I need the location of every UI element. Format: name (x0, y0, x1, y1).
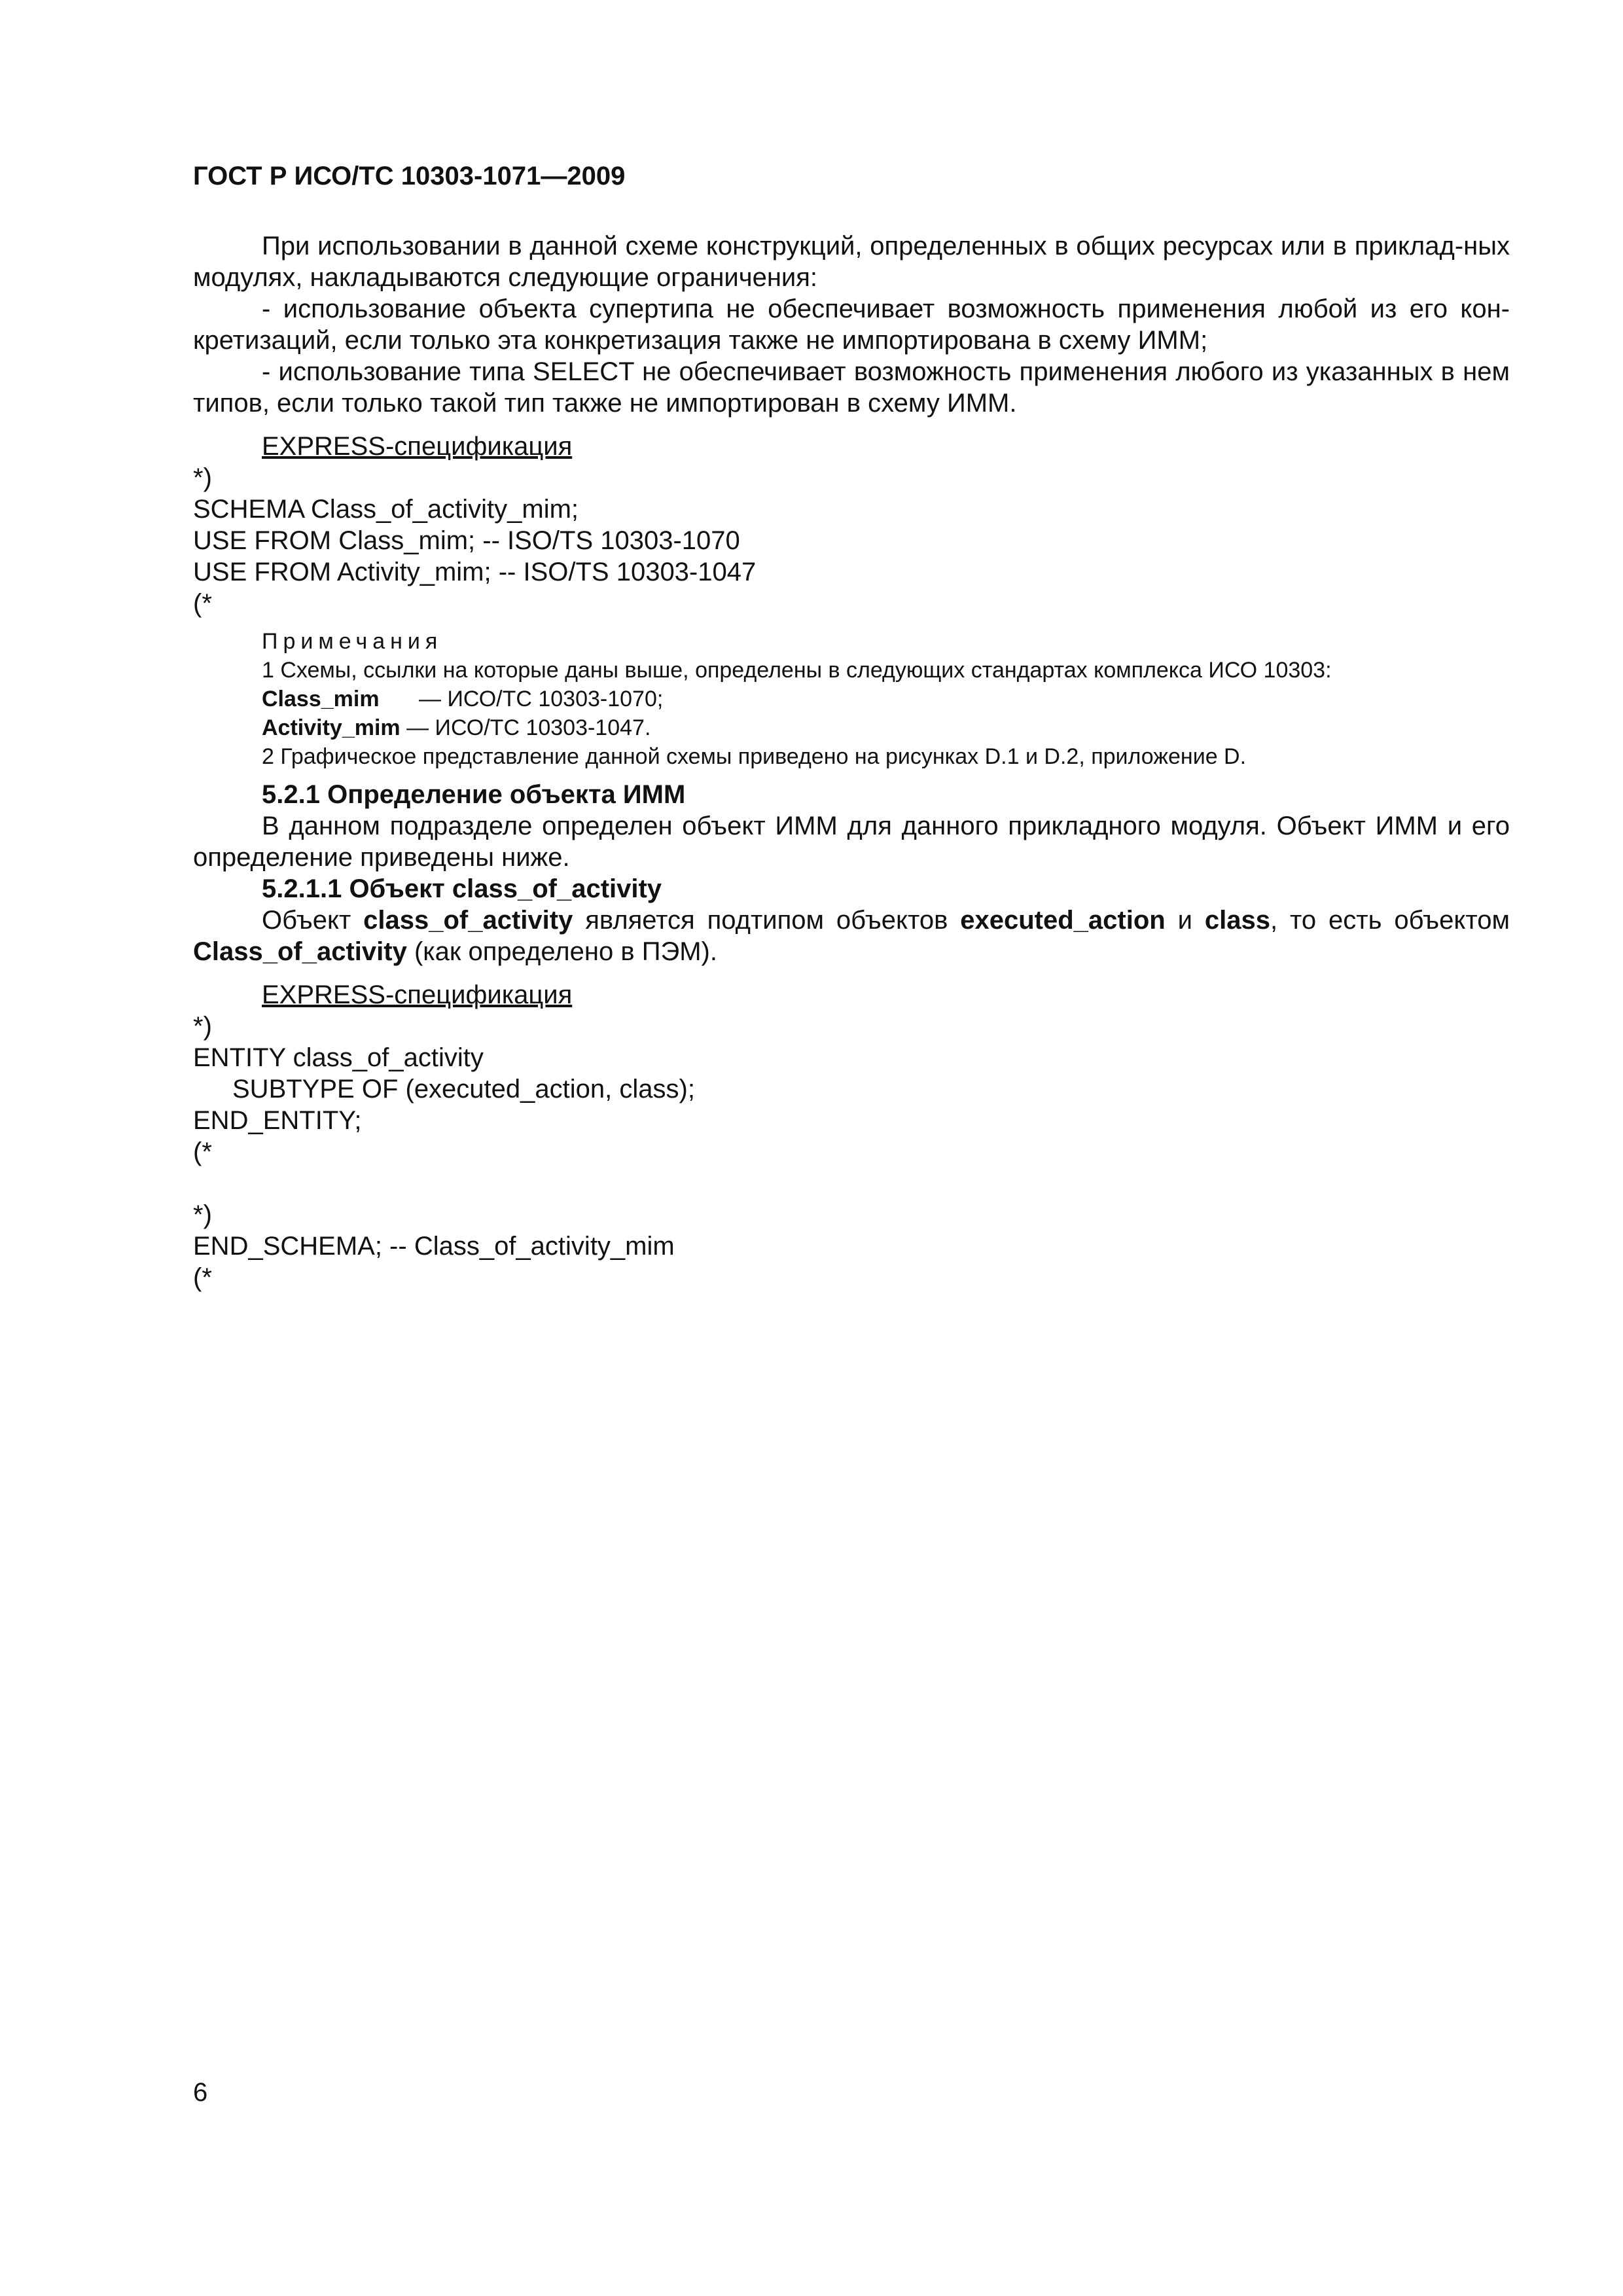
express-line: *) (193, 463, 212, 492)
express-line: USE FROM Class_mim; -- ISO/TS 10303-1070 (193, 526, 740, 555)
schema-standard: — ИСО/ТС 10303-1070; (419, 687, 664, 711)
text-run: Объект (262, 906, 364, 935)
note-2: 2 Графическое представление данной схемы приведено на рисунках D.1 и D.2, приложение D. (262, 744, 1247, 769)
note-reference-class-mim (262, 685, 1510, 713)
notes-block (193, 627, 1510, 771)
express-line: (* (193, 1263, 212, 1292)
express-line: (* (193, 589, 212, 618)
entity-name: class_of_activity (363, 906, 573, 935)
note-1: 1 Схемы, ссылки на которые даны выше, определены в следующих стандартах комплекса ИСО 10303: (262, 658, 1332, 683)
section-5-2-1-text: В данном подразделе определен объект ИММ для данного прикладного модуля. Объект ИММ и его определение приведены ниже. (193, 812, 1510, 872)
entity-name: Class_of_activity (193, 937, 407, 966)
intro-paragraph-2: - использование объекта супертипа не обеспечивает возможность применения любой из его кон-кретизаций, если только эта конкретизация также не импортирована в схему ИММ; (193, 295, 1510, 355)
express-line: SCHEMA Class_of_activity_mim; (193, 495, 579, 524)
text-run: является подтипом объектов (573, 906, 961, 935)
schema-name-activity-mim: Activity_mim (262, 715, 401, 740)
express-line: END_ENTITY; (193, 1106, 362, 1135)
section-5-2-1-1-text (193, 905, 1510, 967)
page-number: 6 (193, 2078, 208, 2107)
express-line: ENTITY class_of_activity (193, 1043, 484, 1072)
express-line: *) (193, 1200, 212, 1229)
express-line: SUBTYPE OF (executed_action, class); (232, 1075, 695, 1103)
express-line: (* (193, 1138, 212, 1166)
entity-name: executed_action (960, 906, 1166, 935)
express-line: END_SCHEMA; -- Class_of_activity_mim (193, 1232, 675, 1261)
section-heading-5-2-1: 5.2.1 Определение объекта ИММ (262, 780, 686, 809)
intro-paragraph-1: При использовании в данной схеме конструкций, определенных в общих ресурсах или в приклад-ных модулях, накладываются следующие ограничения: (193, 232, 1510, 292)
entity-name: class (1204, 906, 1270, 935)
document-header: ГОСТ Р ИСО/ТС 10303-1071—2009 (193, 162, 626, 190)
text-run: , то есть объектом (1270, 906, 1510, 935)
schema-name-class-mim: Class_mim (262, 687, 380, 711)
express-spec-heading-1: EXPRESS-спецификация (262, 432, 573, 461)
express-spec-heading-2: EXPRESS-спецификация (262, 980, 573, 1009)
express-line: *) (193, 1012, 212, 1041)
note-reference-activity-mim (262, 713, 1510, 742)
express-line: USE FROM Activity_mim; -- ISO/TS 10303-1047 (193, 558, 757, 586)
intro-paragraph-3: - использование типа SELECT не обеспечивает возможность применения любого из указанных в нем типов, если только такой тип также не импортирован в схему ИММ. (193, 357, 1510, 418)
section-heading-5-2-1-1: 5.2.1.1 Объект class_of_activity (262, 874, 662, 903)
text-run: и (1165, 906, 1205, 935)
schema-standard: — ИСО/ТС 10303-1047. (400, 715, 651, 740)
text-run: (как определено в ПЭМ). (406, 937, 717, 966)
notes-title: Примечания (262, 629, 443, 654)
document-body (193, 230, 1510, 1293)
